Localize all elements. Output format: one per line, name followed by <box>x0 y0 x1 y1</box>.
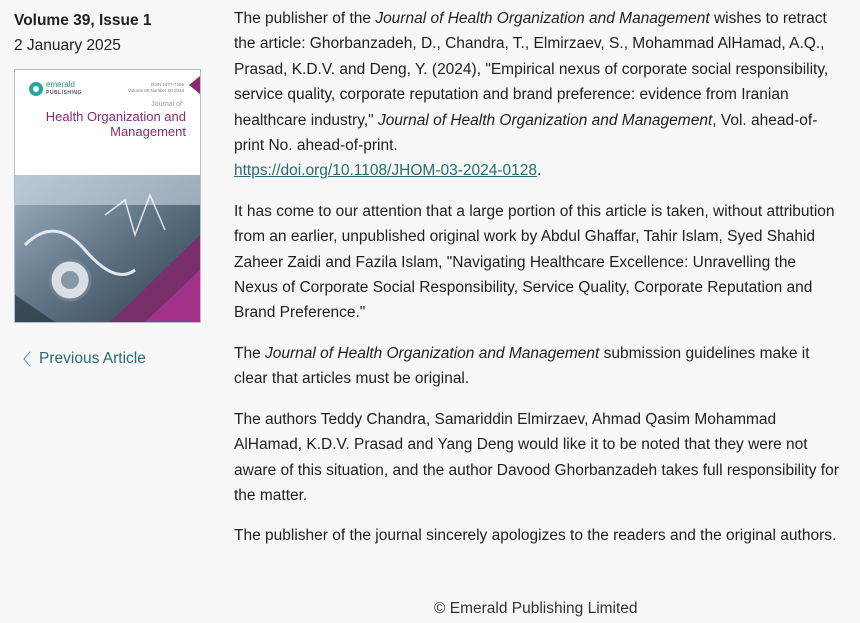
cover-issn-line: ISSN 1477-7266 <box>150 82 184 87</box>
logo-bottom-text: PUBLISHING <box>46 90 82 96</box>
text-span: , Vol. ahead-of-print No. ahead-of-print. <box>234 111 818 155</box>
chevron-left-icon: 〈 <box>15 352 32 369</box>
paragraph-guidelines <box>234 341 844 392</box>
paragraph-retraction <box>234 6 844 184</box>
cover-journal-title: Health Organization and Management <box>45 109 186 139</box>
cover-accent-triangle <box>189 76 200 94</box>
copyright-footer: © Emerald Publishing Limited <box>434 600 638 617</box>
volume-issue: Volume 39, Issue 1 <box>14 12 152 29</box>
previous-article-link[interactable] <box>15 347 146 370</box>
text-span: The publisher of the <box>234 10 376 27</box>
previous-article-label: Previous Article <box>39 349 146 367</box>
doi-link[interactable]: https://doi.org/10.1108/JHOM-03-2024-0128 <box>234 162 538 180</box>
paragraph-authors: The authors Teddy Chandra, Samariddin Elmirzaev, Ahmad Qasim Mohammad AlHamad, K.D.V. Prasad and Yang Deng would like it to be noted that they were not aware of this situation, and the author Davood Ghorbanzadeh takes full responsibility for the matter. <box>234 410 839 504</box>
text-span: . <box>537 162 542 180</box>
retraction-notice <box>234 6 844 564</box>
journal-name: Journal of Health Organization and Management <box>377 111 713 129</box>
logo-top-text: emerald <box>46 80 75 89</box>
cover-volume-line: Volume 00 Number 00 2024 <box>127 88 184 93</box>
journal-name: Journal of Health Organization and Management <box>265 344 600 362</box>
issue-date: 2 January 2025 <box>14 37 121 54</box>
journal-name: Journal of Health Organization and Management <box>375 10 710 27</box>
paragraph-attribution: It has come to our attention that a large portion of this article is taken, without attribution from an earlier, unpublished original work by Abdul Ghaffar, Tahir Islam, Syed Shahid Zaheer Zaidi and Fazila Islam, "Navigating Healthcare Excellence: Unravelling the Nexus of Corporate Social Responsibility, Service Quality, Corporate Reputation and Brand Preference." <box>234 202 835 322</box>
emerald-logo-icon <box>29 82 43 96</box>
issue-sidebar <box>14 10 214 323</box>
text-span: submission guidelines make it clear that articles must be original. <box>234 344 810 388</box>
paragraph-apology: The publisher of the journal sincerely apologizes to the readers and the original authors. <box>234 527 837 545</box>
cover-journal-of: Journal of <box>151 101 182 108</box>
emerald-logo <box>29 81 82 97</box>
cover-stethoscope-image <box>15 175 200 322</box>
text-span: wishes to retract the article: Ghorbanzadeh, D., Chandra, T., Elmirzaev, S., Mohammad AlHamad, A.Q., Prasad, K.D.V. and Deng, Y. (2024), "Empirical nexus of corporate social responsibility, service quality, corporate reputation and brand preference: evidence from Iranian healthcare industry," <box>234 10 829 129</box>
cover-issn <box>128 82 184 94</box>
journal-cover[interactable] <box>14 69 201 323</box>
text-span: The <box>234 344 266 362</box>
